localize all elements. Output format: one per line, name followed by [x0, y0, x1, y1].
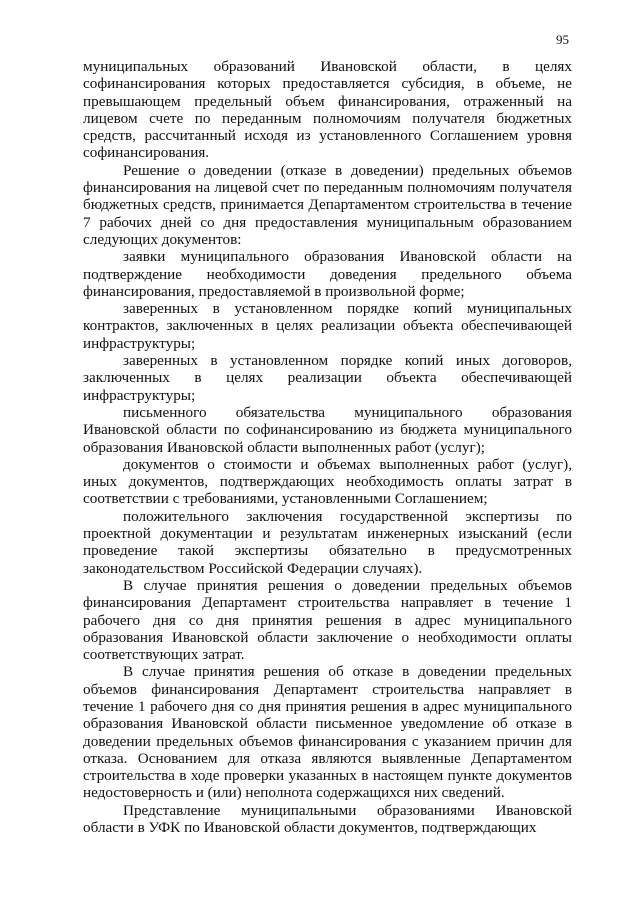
- paragraph: документов о стоимости и объемах выполненных работ (услуг), иных документов, подтверждающих необходимость оплаты затрат в соответствии с требованиями, установленными Соглашением;: [83, 455, 572, 508]
- paragraph: Решение о доведении (отказе в доведении) предельных объемов финансирования на лицевой счет по переданным полномочиям получателя бюджетных средств, принимается Департаментом строительства в течение 7 рабочих дней со дня предоставления муниципальным образованием следующих документов:: [83, 161, 572, 248]
- paragraph: письменного обязательства муниципального образования Ивановской области по софинансированию из бюджета муниципального образования Ивановской области выполненных работ (услуг);: [83, 403, 572, 456]
- paragraph: заверенных в установленном порядке копий иных договоров, заключенных в целях реализации объекта обеспечивающей инфраструктуры;: [83, 352, 572, 404]
- paragraph: положительного заключения государственной экспертизы по проектной документации и результатам инженерных изысканий (если проведение такой экспертизы обязательно в предусмотренных законодательством Российской Федерации случаях).: [83, 507, 572, 577]
- paragraph: В случае принятия решения об отказе в доведении предельных объемов финансирования Департамент строительства направляет в течение 1 рабочего дня со дня принятия решения в адрес муниципального образования Ивановской области письменное уведомление об отказе в доведении предельных объемов финансирования с указанием причин для отказа. Основанием для отказа являются выявленные Департаментом строительства в ходе проверки указанных в настоящем пункте документов недостоверность и (или) неполнота содержащихся них сведений.: [83, 663, 572, 802]
- page-number: 95: [556, 32, 569, 47]
- document-body: [83, 58, 572, 836]
- paragraph: муниципальных образований Ивановской области, в целях софинансирования которых предоставляется субсидия, в объеме, не превышающем предельный объем финансирования, отраженный на лицевом счете по переданным полномочиям получателя бюджетных средств, рассчитанный исходя из установленного Соглашением уровня софинансирования.: [83, 58, 572, 162]
- paragraph: заявки муниципального образования Ивановской области на подтверждение необходимости доведения предельного объема финансирования, предоставляемой в произвольной форме;: [83, 248, 572, 300]
- paragraph: Представление муниципальными образованиями Ивановской области в УФК по Ивановской области документов, подтверждающих: [83, 801, 572, 837]
- paragraph: В случае принятия решения о доведении предельных объемов финансирования Департамент строительства направляет в течение 1 рабочего дня со дня принятия решения в адрес муниципального образования Ивановской области заключение о необходимости оплаты соответствующих затрат.: [83, 576, 572, 664]
- paragraph: заверенных в установленном порядке копий муниципальных контрактов, заключенных в целях реализации объекта обеспечивающей инфраструктуры;: [83, 300, 572, 352]
